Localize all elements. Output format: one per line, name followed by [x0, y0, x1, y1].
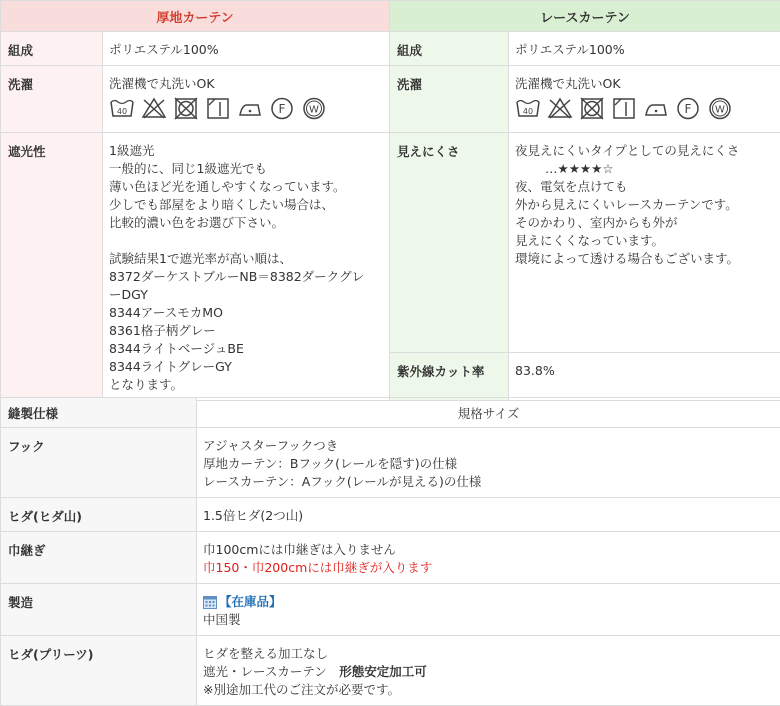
seam-value — [197, 532, 780, 584]
lace-curtain-header: レースカーテン — [390, 1, 780, 32]
seam-line-1: 巾100cmには巾継ぎは入りません — [203, 541, 774, 559]
lace-material-value: ポリエステル100% — [509, 32, 780, 66]
visibility-line: そのかわり、室内からも外が — [515, 214, 774, 232]
visibility-value — [509, 133, 780, 353]
manufacture-label: 製造 — [1, 584, 197, 636]
blackout-line: となります。 — [109, 376, 383, 394]
in-stock-label: 【在庫品】 — [219, 593, 282, 611]
no-tumble-dry-icon — [579, 96, 605, 126]
svg-text:W: W — [715, 105, 725, 116]
no-bleach-icon — [547, 96, 573, 126]
hook-value — [197, 428, 780, 498]
hook-line: アジャスターフックつき — [203, 437, 774, 455]
blackout-line: 薄い色ほど光を通しやすくなっています。 — [109, 178, 383, 196]
pleats-line-3: ※別途加工代のご注文が必要です。 — [203, 681, 774, 699]
blackout-lines — [109, 142, 383, 394]
wash-40-icon — [109, 96, 135, 126]
hook-line: レースカーテン：Aフック(レールが見える)の仕様 — [203, 473, 774, 491]
in-stock-badge — [203, 593, 774, 611]
lace-wash-cell — [509, 66, 780, 133]
line-dry-shade-icon — [611, 96, 637, 126]
pleats-value — [197, 636, 780, 706]
thick-wash-label: 洗濯 — [1, 66, 103, 133]
visibility-rating: …★★★★☆ — [515, 160, 774, 178]
blackout-line: 8344アースモカMO — [109, 304, 383, 322]
visibility-line: 環境によって透ける場合もございます。 — [515, 250, 774, 268]
wetclean-w-icon — [707, 96, 733, 126]
svg-text:W: W — [309, 105, 319, 116]
blackout-line: 8344ライトベージュBE — [109, 340, 383, 358]
pleat-value: 1.5倍ヒダ(2つ山) — [197, 498, 780, 532]
svg-text:F: F — [685, 102, 692, 116]
blackout-label: 遮光性 — [1, 133, 103, 401]
blackout-line — [109, 232, 383, 250]
svg-text:40: 40 — [117, 107, 127, 116]
blackout-line: ーDGY — [109, 286, 383, 304]
thick-material-label: 組成 — [1, 32, 103, 66]
pleat-label: ヒダ(ヒダ山) — [1, 498, 197, 532]
iron-low-icon — [237, 96, 263, 126]
thick-material-value: ポリエステル100% — [103, 32, 390, 66]
seam-label: 巾継ぎ — [1, 532, 197, 584]
blackout-line: 1級遮光 — [109, 142, 383, 160]
visibility-line: 見えにくくなっています。 — [515, 232, 774, 250]
visibility-lines — [515, 178, 774, 268]
pleats-label: ヒダ(プリーツ) — [1, 636, 197, 706]
svg-text:40: 40 — [523, 107, 533, 116]
svg-text:F: F — [279, 102, 286, 116]
uv-cut-value: 83.8% — [509, 352, 780, 400]
sewing-spec-label: 縫製仕様 — [1, 398, 197, 428]
made-in-value: 中国製 — [203, 611, 774, 629]
dryclean-f-icon — [269, 96, 295, 126]
iron-low-icon — [643, 96, 669, 126]
hook-lines — [203, 437, 774, 491]
standard-size-label: 規格サイズ — [197, 398, 780, 428]
no-tumble-dry-icon — [173, 96, 199, 126]
calendar-icon — [203, 595, 217, 609]
thick-curtain-header: 厚地カーテン — [1, 1, 390, 32]
blackout-line: 8361格子柄グレー — [109, 322, 383, 340]
blackout-line: 比較的濃い色をお選び下さい。 — [109, 214, 383, 232]
lace-material-label: 組成 — [390, 32, 509, 66]
thick-wash-cell — [103, 66, 390, 133]
line-dry-shade-icon — [205, 96, 231, 126]
blackout-line: 一般的に、同じ1級遮光でも — [109, 160, 383, 178]
visibility-line: 夜見えにくいタイプとしての見えにくさ — [515, 142, 774, 160]
thick-wash-icons — [109, 96, 383, 126]
hook-label: フック — [1, 428, 197, 498]
shape-stable-label: 形態安定加工可 — [339, 664, 427, 679]
blackout-line: 試験結果1で遮光率が高い順は、 — [109, 250, 383, 268]
lace-wash-label: 洗濯 — [390, 66, 509, 133]
wash-40-icon — [515, 96, 541, 126]
pleats-line-1: ヒダを整える加工なし — [203, 645, 774, 663]
pleats-line-2 — [203, 663, 774, 681]
sewing-spec-table — [0, 397, 780, 706]
blackout-line: 8344ライトグレーGY — [109, 358, 383, 376]
visibility-line: 外から見えにくいレースカーテンです。 — [515, 196, 774, 214]
visibility-line: 夜、電気を点けても — [515, 178, 774, 196]
blackout-value — [103, 133, 390, 401]
thick-wash-value: 洗濯機で丸洗いOK — [109, 75, 383, 93]
hook-line: 厚地カーテン：Bフック(レールを隠す)の仕様 — [203, 455, 774, 473]
blackout-line: 8372ダーケストブルーNB＝8382ダークグレ — [109, 268, 383, 286]
visibility-label: 見えにくさ — [390, 133, 509, 353]
blackout-line: 少しでも部屋をより暗くしたい場合は、 — [109, 196, 383, 214]
lace-wash-value: 洗濯機で丸洗いOK — [515, 75, 774, 93]
no-bleach-icon — [141, 96, 167, 126]
seam-line-2: 巾150・巾200cmには巾継ぎが入ります — [203, 559, 774, 577]
lace-wash-icons — [515, 96, 774, 126]
wetclean-w-icon — [301, 96, 327, 126]
dryclean-f-icon — [675, 96, 701, 126]
pleats-line-2-prefix: 遮光・レースカーテン — [203, 664, 339, 679]
manufacture-value — [197, 584, 780, 636]
uv-cut-label: 紫外線カット率 — [390, 352, 509, 400]
